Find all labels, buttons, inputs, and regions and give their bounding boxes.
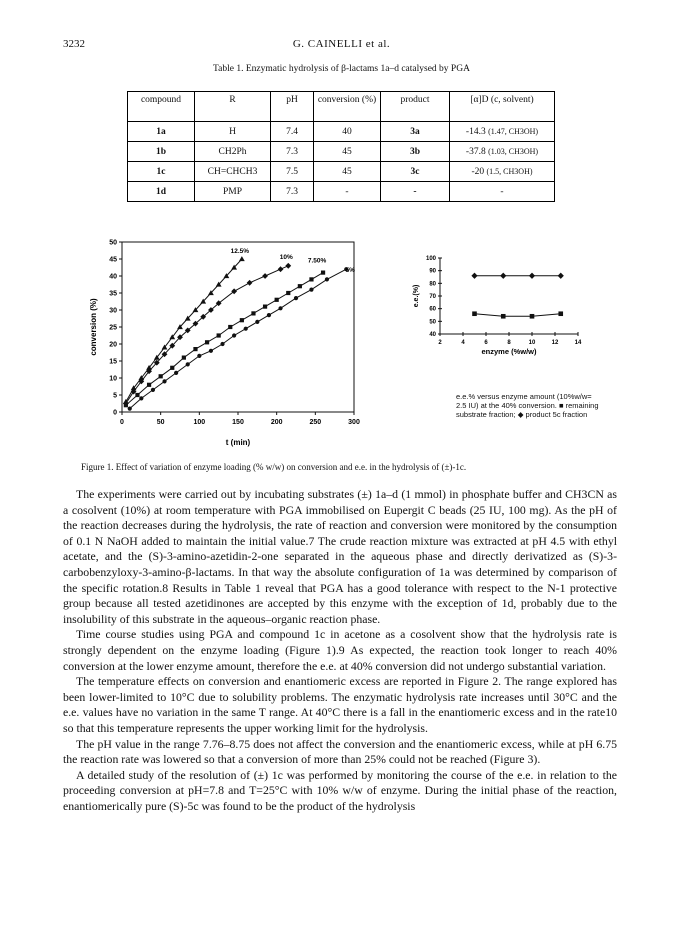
paragraph: The temperature effects on conversion and enantiomeric excess are reported in Figure 2. The range explored has been lower-limited to 10°C due to solubility problems. The enzymatic hydrolysis rate increases until 30°C and the e.e. values have no variation in the same T range. At 40°C there is a fall in the enantiomeric excess and in the rate10 so that this temperature represents the upper working limit for the hydrolysis.	[63, 674, 617, 735]
x-tick-label: 200	[270, 419, 283, 426]
series-line	[126, 273, 323, 406]
rotation-conditions: (1.03, CH3OH)	[488, 146, 539, 156]
data-point	[220, 342, 224, 346]
x-tick-label: 12	[551, 340, 559, 346]
col-r: R	[195, 92, 271, 122]
figure-caption: Figure 1. Effect of variation of enzyme loading (% w/w) on conversion and e.e. in the hydrolysis of (±)-1c.	[81, 462, 467, 472]
rotation-value: -20	[471, 166, 485, 177]
data-point	[239, 256, 245, 261]
y-tick-label: 50	[429, 319, 436, 326]
data-point	[309, 277, 313, 281]
data-point	[193, 347, 197, 351]
x-tick-label: 8	[507, 340, 511, 346]
page-number: 3232	[63, 38, 85, 50]
rotation-value: -37.8	[465, 146, 486, 157]
y-axis-label: conversion (%)	[89, 298, 98, 356]
data-point	[558, 273, 564, 279]
y-tick-label: 80	[429, 281, 436, 288]
data-point	[325, 277, 329, 281]
y-tick-label: 45	[109, 256, 117, 264]
data-point	[217, 333, 221, 337]
cell-ph: 7.4	[271, 122, 314, 142]
y-tick-label: 35	[109, 290, 117, 298]
table-caption: Table 1. Enzymatic hydrolysis of β-lactams 1a–d catalysed by PGA	[213, 64, 470, 74]
y-tick-label: 0	[113, 409, 117, 417]
cell-product: 3b	[381, 142, 450, 162]
table-row	[128, 122, 555, 142]
y-tick-label: 40	[109, 273, 117, 281]
paragraph: The pH value in the range 7.76–8.75 does not affect the conversion and the enantiomeric excess, while at pH 6.75 the reaction rate was lowered so that a conversion of more than 25% could not be reached (Figure 3).	[63, 736, 617, 767]
rotation-conditions: (1.47, CH3OH)	[488, 126, 539, 136]
data-point	[232, 333, 236, 337]
y-tick-label: 5	[113, 392, 117, 400]
y-tick-label: 100	[425, 256, 436, 262]
data-point	[262, 273, 268, 279]
rotation-conditions: (1.5, CH3OH)	[486, 166, 533, 176]
cell-compound: 1d	[128, 182, 195, 202]
data-point	[170, 366, 174, 370]
x-tick-label: 100	[193, 419, 206, 426]
ee-enzyme-chart	[390, 248, 610, 374]
x-tick-label: 6	[484, 340, 488, 346]
data-point	[530, 314, 535, 319]
cell-rotation	[450, 182, 555, 202]
table-header-row	[128, 92, 555, 122]
cell-product: 3c	[381, 162, 450, 182]
conversion-time-chart	[70, 234, 370, 450]
series-label: 10%	[279, 253, 293, 261]
data-point	[174, 371, 178, 375]
data-point	[159, 374, 163, 378]
y-tick-label: 25	[109, 324, 117, 332]
data-point	[278, 266, 284, 272]
y-axis-label: e.e.(%)	[413, 284, 420, 308]
cell-conversion: 40	[314, 122, 381, 142]
data-point	[147, 383, 151, 387]
data-point	[247, 280, 253, 286]
data-point	[205, 340, 209, 344]
cell-r: H	[195, 122, 271, 142]
col-conversion: conversion (%)	[314, 92, 381, 122]
cell-ph: 7.3	[271, 182, 314, 202]
cell-product: 3a	[381, 122, 450, 142]
x-tick-label: 2	[438, 340, 442, 346]
data-point	[240, 318, 244, 322]
cell-ph: 7.5	[271, 162, 314, 182]
x-axis-label: enzyme (%w/w)	[481, 347, 537, 356]
cell-compound: 1a	[128, 122, 195, 142]
data-point	[139, 396, 143, 400]
data-point	[182, 356, 186, 360]
results-table	[127, 91, 555, 202]
y-tick-label: 90	[429, 268, 436, 275]
cell-r: CH2Ph	[195, 142, 271, 162]
cell-r: CH=CHCH3	[195, 162, 271, 182]
y-tick-label: 30	[109, 307, 117, 315]
series-label: 7.50%	[307, 257, 327, 265]
cell-compound: 1b	[128, 142, 195, 162]
x-tick-label: 10	[528, 340, 536, 346]
data-point	[471, 273, 477, 279]
cell-conversion: -	[314, 182, 381, 202]
x-tick-label: 250	[309, 419, 322, 426]
col-rotation: [α]D (c, solvent)	[450, 92, 555, 122]
cell-rotation	[450, 162, 555, 182]
series-label: 5%	[345, 267, 355, 275]
data-point	[251, 311, 255, 315]
data-point	[197, 354, 201, 358]
paragraph: The experiments were carried out by incubating substrates (±) 1a–d (1 mmol) in phosphate buffer and CH3CN as a cosolvent (10%) at room temperature with PGA immobilised on Eupergit C beads (25 IU, 100 mg). As the pH of the reaction decreases during the hydrolysis, the rate of reaction and conversion were monitored by the consumption of 0.1 N NaOH added to maintain the initial value.7 The crude reaction mixture was extracted at pH 4.5 with ethyl acetate, and the (S)-3-amino-azetidin-2-one separated in the aqueous phase and directly derivatized as (S)-3-carbobenzyloxy-3-amino-β-lactams. In that way the absolute configuration of 1a was determined by comparison of the specific rotation.8 Results in Table 1 reveal that PGA has a good tolerance with respect to the N-1 protective group because all tested azetidinones are accepted by this enzyme with the exception of 1d, probably due to the insolubility of this substrate in the aqueous–organic reaction phase.	[63, 487, 617, 626]
data-point	[285, 263, 291, 269]
x-axis-label: t (min)	[225, 438, 251, 447]
cell-product: -	[381, 182, 450, 202]
data-point	[124, 403, 128, 407]
running-header-authors: G. CAINELLI et al.	[292, 38, 391, 50]
data-point	[209, 349, 213, 353]
y-tick-label: 70	[429, 294, 436, 300]
paragraph: Time course studies using PGA and compound 1c in acetone as a cosolvent show that the hydrolysis rate is strongly dependent on the enzyme loading (Figure 1).9 As expected, the reaction took longer to reach 40% conversion at the lower enzyme amount, therefore the e.e. at 40% conversion did not undergo substantial variation.	[63, 627, 617, 673]
data-point	[298, 284, 302, 288]
data-point	[501, 314, 506, 319]
table-row	[128, 182, 555, 202]
x-tick-label: 300	[348, 419, 360, 426]
data-point	[321, 271, 325, 275]
col-product: product	[381, 92, 450, 122]
data-point	[529, 273, 535, 279]
y-tick-label: 40	[429, 332, 436, 338]
cell-compound: 1c	[128, 162, 195, 182]
data-point	[267, 313, 271, 317]
series-line	[126, 259, 242, 402]
data-point	[263, 305, 267, 309]
cell-rotation	[450, 142, 555, 162]
y-tick-label: 10	[109, 375, 117, 383]
cell-rotation	[450, 122, 555, 142]
inset-legend-note: e.e.% versus enzyme amount (10%w/w= 2.5 IU) at the 40% conversion. ■ remaining substrate fraction; ◆ product 5c fraction	[456, 392, 599, 419]
x-tick-label: 150	[232, 419, 244, 426]
table-row	[128, 162, 555, 182]
y-tick-label: 20	[109, 341, 117, 349]
col-ph: pH	[271, 92, 314, 122]
data-point	[135, 393, 139, 397]
cell-conversion: 45	[314, 142, 381, 162]
data-point	[500, 273, 506, 279]
cell-conversion: 45	[314, 162, 381, 182]
x-tick-label: 50	[156, 419, 165, 426]
series-label: 12.5%	[230, 248, 250, 255]
data-point	[244, 327, 248, 331]
series-line	[475, 314, 561, 317]
cell-r: PMP	[195, 182, 271, 202]
data-point	[294, 296, 298, 300]
cell-ph: 7.3	[271, 142, 314, 162]
paragraph: A detailed study of the resolution of (±) 1c was performed by monitoring the course of the e.e. in relation to the proceeding conversion at pH=7.8 and T=25°C with 10% w/w of enzyme. During the initial phase of the reaction, enantiomerically pure (S)-5c was found to be the product of the hydrolysis	[63, 767, 617, 813]
x-tick-label: 4	[461, 340, 465, 346]
data-point	[186, 362, 190, 366]
body-text	[63, 487, 617, 814]
data-point	[278, 306, 282, 310]
col-compound: compound	[128, 92, 195, 122]
data-point	[162, 379, 166, 383]
data-point	[286, 291, 290, 295]
data-point	[255, 320, 259, 324]
x-tick-label: 14	[574, 340, 582, 346]
series-line	[130, 269, 347, 408]
y-tick-label: 15	[109, 358, 117, 366]
y-tick-label: 50	[109, 239, 117, 247]
data-point	[558, 311, 563, 316]
table-row	[128, 142, 555, 162]
y-tick-label: 60	[429, 306, 436, 313]
x-tick-label: 0	[120, 419, 124, 426]
data-point	[275, 298, 279, 302]
data-point	[309, 288, 313, 292]
data-point	[472, 311, 477, 316]
data-point	[228, 325, 232, 329]
data-point	[128, 407, 132, 411]
data-point	[151, 388, 155, 392]
rotation-value: -	[500, 186, 504, 197]
rotation-value: -14.3	[465, 126, 486, 137]
